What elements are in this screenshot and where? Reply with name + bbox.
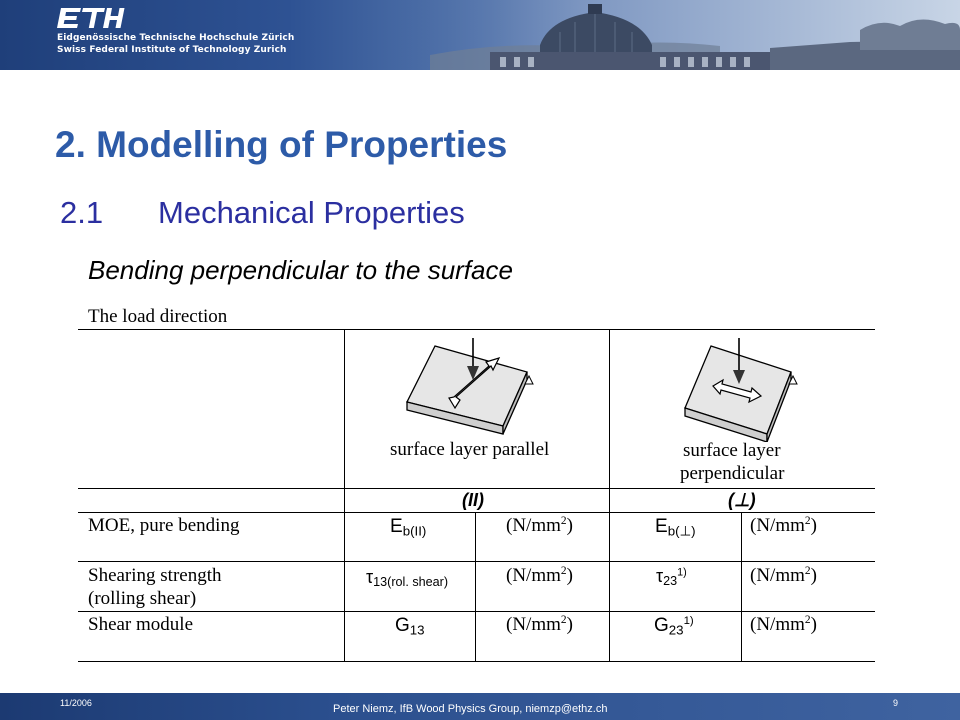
row-label-secondary: (rolling shear) <box>88 588 197 609</box>
perpendicular-value: $G_{23}^{1)}$ <box>654 615 694 638</box>
slide-title: 2. Modelling of Properties <box>55 124 508 165</box>
parallel-value: $\tau_{13(rol. shear)}$ <box>366 567 449 590</box>
row-label: Shear module <box>88 614 194 635</box>
perpendicular-unit: $(N/mm^2)$ <box>750 614 817 635</box>
column-header-parallel: (II) <box>462 490 484 510</box>
parallel-layer-diagram <box>395 336 545 442</box>
institution-name-de: Eidgenössische Technische Hochschule Zürich <box>57 33 295 43</box>
perpendicular-unit: $(N/mm^2)$ <box>750 515 817 536</box>
load-direction-label: The load direction <box>88 306 228 327</box>
parallel-value: $E_{b(II)}$ <box>390 516 427 539</box>
footer-date: 11/2006 <box>60 698 92 708</box>
row-label: Shearing strength <box>88 565 222 586</box>
column-header-perpendicular: (⊥) <box>728 490 756 510</box>
row-label: MOE, pure bending <box>88 515 240 536</box>
perpendicular-value: $E_{b(\perp)}$ <box>655 516 696 539</box>
section-number: 2.1 <box>60 195 104 230</box>
table-column-rule <box>609 329 610 661</box>
parallel-diagram-caption: surface layer parallel <box>390 439 550 460</box>
institution-name-en: Swiss Federal Institute of Technology Zurich <box>57 45 287 55</box>
topic-heading: Bending perpendicular to the surface <box>88 255 513 285</box>
table-bottom-rule <box>78 661 875 662</box>
parallel-unit: $(N/mm^2)$ <box>506 515 573 536</box>
table-column-rule <box>344 329 345 661</box>
perpendicular-diagram-caption-line2: perpendicular <box>680 463 785 484</box>
parallel-unit: $(N/mm^2)$ <box>506 565 573 586</box>
table-column-rule <box>741 512 742 661</box>
footer-bar <box>0 693 960 720</box>
perpendicular-diagram-caption-line1: surface layer <box>683 440 781 461</box>
table-column-rule <box>475 512 476 661</box>
table-rule <box>78 488 875 489</box>
perpendicular-value: $\tau_{23}^{1)}$ <box>656 566 687 589</box>
parallel-value: $G_{13}$ <box>395 615 425 638</box>
parallel-unit: $(N/mm^2)$ <box>506 614 573 635</box>
footer-author: Peter Niemz, IfB Wood Physics Group, niemzp@ethz.ch <box>333 703 608 715</box>
page-number: 9 <box>893 698 899 708</box>
perpendicular-unit: $(N/mm^2)$ <box>750 565 817 586</box>
perpendicular-layer-diagram <box>675 336 805 442</box>
table-rule <box>78 561 875 562</box>
table-rule <box>78 611 875 612</box>
table-rule <box>78 512 875 513</box>
table-top-rule <box>78 329 875 330</box>
section-title: Mechanical Properties <box>158 195 465 230</box>
